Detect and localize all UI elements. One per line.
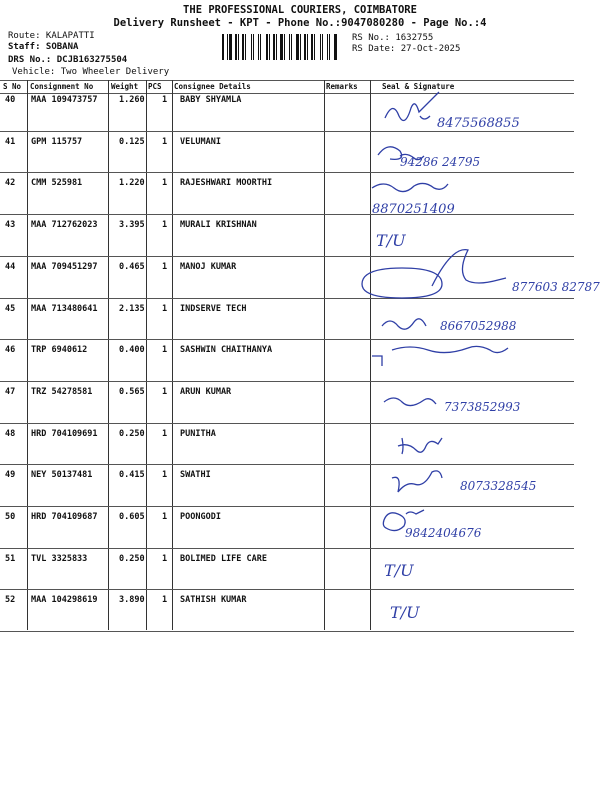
signature-row-42 bbox=[372, 183, 448, 191]
cell-consignment-no: MAA 713480641 bbox=[31, 303, 98, 314]
barcode-bar bbox=[280, 34, 283, 60]
barcode-bar bbox=[247, 34, 250, 60]
drs-number: DRS No.: DCJB163275504 bbox=[8, 55, 128, 65]
cell-weight: 0.465 bbox=[119, 261, 145, 272]
cell-pcs: 1 bbox=[162, 470, 168, 481]
row-rule bbox=[0, 339, 574, 340]
barcode-bar bbox=[271, 34, 272, 60]
cell-sno: 41 bbox=[5, 136, 16, 147]
row-rule bbox=[0, 172, 574, 173]
cell-consignee: VELUMANI bbox=[180, 136, 221, 147]
cell-sno: 46 bbox=[5, 345, 16, 356]
cell-weight: 0.565 bbox=[119, 386, 145, 397]
cell-sno: 42 bbox=[5, 178, 16, 189]
cell-pcs: 1 bbox=[162, 303, 168, 314]
barcode-bar bbox=[324, 34, 326, 60]
header-bottom-rule bbox=[0, 93, 574, 94]
cell-pcs: 1 bbox=[162, 553, 168, 564]
col-header-pcs: PCS bbox=[148, 82, 162, 91]
barcode-bar bbox=[300, 34, 301, 60]
cell-consignee: MURALI KRISHNAN bbox=[180, 220, 257, 231]
cell-pcs: 1 bbox=[162, 261, 168, 272]
barcode-bar bbox=[222, 34, 224, 60]
cell-weight: 0.605 bbox=[119, 512, 145, 522]
cell-weight: 3.890 bbox=[119, 595, 145, 606]
cell-consignment-no: GPM 115757 bbox=[31, 136, 83, 147]
cell-pcs: 1 bbox=[162, 386, 168, 397]
row-rule bbox=[0, 631, 574, 632]
row-rule bbox=[0, 131, 574, 132]
cell-consignment-no: CMM 525981 bbox=[31, 178, 83, 189]
cell-consignment-no: MAA 709451297 bbox=[31, 261, 98, 272]
cell-sno: 52 bbox=[5, 595, 16, 606]
cell-weight: 3.395 bbox=[119, 220, 145, 231]
cell-weight: 1.220 bbox=[119, 178, 145, 189]
handwriting-row-40: 8475568855 bbox=[437, 116, 520, 131]
cell-consignment-no: MAA 104298619 bbox=[31, 595, 98, 606]
barcode-bar bbox=[329, 34, 330, 60]
barcode-bar bbox=[240, 34, 241, 60]
row-rule bbox=[0, 214, 574, 215]
barcode-bar bbox=[260, 34, 261, 60]
cell-weight: 0.250 bbox=[119, 553, 145, 564]
staff-label: Staff: SOBANA bbox=[8, 42, 79, 52]
handwriting-row-43: T/U bbox=[376, 231, 406, 250]
barcode-bar bbox=[331, 34, 333, 60]
cell-pcs: 1 bbox=[162, 178, 168, 189]
cell-consignee: SATHISH KUMAR bbox=[180, 595, 247, 606]
cell-weight: 1.260 bbox=[119, 95, 145, 105]
row-rule bbox=[0, 506, 574, 507]
row-rule bbox=[0, 256, 574, 257]
barcode-bar bbox=[293, 34, 295, 60]
barcode-bar bbox=[266, 34, 268, 60]
cell-sno: 49 bbox=[5, 470, 16, 481]
row-rule bbox=[0, 589, 574, 590]
cell-pcs: 1 bbox=[162, 428, 168, 439]
handwriting-row-52: T/U bbox=[390, 603, 420, 622]
cell-consignment-no: MAA 712762023 bbox=[31, 220, 98, 231]
barcode-bar bbox=[276, 34, 277, 60]
barcode-bar bbox=[242, 34, 244, 60]
row-rule bbox=[0, 464, 574, 465]
cell-sno: 51 bbox=[5, 553, 16, 564]
handwriting-row-41: 94286 24795 bbox=[400, 155, 481, 169]
cell-consignment-no: HRD 704109691 bbox=[31, 428, 98, 439]
signature-row-40 bbox=[385, 92, 439, 121]
row-rule bbox=[0, 548, 574, 549]
signature-row-48 bbox=[398, 438, 442, 454]
cell-consignment-no: TVL 3325833 bbox=[31, 553, 88, 564]
cell-sno: 48 bbox=[5, 428, 16, 439]
barcode-bar bbox=[245, 34, 246, 60]
barcode-bar bbox=[235, 34, 237, 60]
signature-row-46 bbox=[372, 346, 508, 366]
cell-consignee: INDSERVE TECH bbox=[180, 303, 247, 314]
handwriting-row-50: 9842404676 bbox=[405, 526, 482, 540]
barcode-bar bbox=[251, 34, 252, 60]
cell-consignee: BABY SHYAMLA bbox=[180, 95, 242, 105]
cell-consignee: PUNITHA bbox=[180, 428, 216, 439]
cell-weight: 2.135 bbox=[119, 303, 145, 314]
barcode-bar bbox=[307, 34, 308, 60]
signature-row-45 bbox=[382, 319, 426, 329]
barcode-bar bbox=[238, 34, 239, 60]
barcode bbox=[222, 34, 348, 60]
col-header-sno: S No bbox=[3, 82, 22, 91]
route-label: Route: KALAPATTI bbox=[8, 31, 95, 41]
cell-sno: 40 bbox=[5, 95, 16, 105]
cell-pcs: 1 bbox=[162, 345, 168, 356]
barcode-bar bbox=[322, 34, 323, 60]
barcode-bar bbox=[227, 34, 228, 60]
row-rule bbox=[0, 423, 574, 424]
col-header-signature: Seal & Signature bbox=[382, 82, 455, 91]
cell-consignee: SASHWIN CHAITHANYA bbox=[180, 345, 273, 356]
cell-consignment-no: HRD 704109687 bbox=[31, 512, 98, 522]
barcode-bar bbox=[273, 34, 275, 60]
cell-sno: 44 bbox=[5, 261, 16, 272]
barcode-bar bbox=[334, 34, 337, 60]
handwriting-row-51: T/U bbox=[384, 561, 414, 580]
cell-weight: 0.415 bbox=[119, 470, 145, 481]
header-top-rule bbox=[0, 80, 574, 81]
barcode-bar bbox=[316, 34, 319, 60]
cell-consignee: BOLIMED LIFE CARE bbox=[180, 553, 267, 564]
cell-consignment-no: MAA 109473757 bbox=[31, 95, 98, 105]
barcode-bar bbox=[309, 34, 310, 60]
cell-consignment-no: NEY 50137481 bbox=[31, 470, 93, 481]
barcode-bar bbox=[311, 34, 313, 60]
col-header-consignee: Consignee Details bbox=[174, 82, 251, 91]
cell-consignee: MANOJ KUMAR bbox=[180, 261, 237, 272]
signature-row-49 bbox=[392, 471, 442, 492]
barcode-bar bbox=[304, 34, 306, 60]
col-header-consignment: Consignment No bbox=[30, 82, 94, 91]
cell-weight: 0.125 bbox=[119, 136, 145, 147]
cell-weight: 0.250 bbox=[119, 428, 145, 439]
cell-consignee: ARUN KUMAR bbox=[180, 386, 232, 397]
cell-pcs: 1 bbox=[162, 136, 168, 147]
signature-row-47 bbox=[384, 398, 436, 406]
cell-consignment-no: TRZ 54278581 bbox=[31, 386, 93, 397]
barcode-bar bbox=[284, 34, 285, 60]
barcode-bar bbox=[278, 34, 279, 60]
runsheet-subtitle: Delivery Runsheet - KPT - Phone No.:9047080280 - Page No.:4 bbox=[113, 17, 487, 29]
barcode-bar bbox=[253, 34, 254, 60]
cell-pcs: 1 bbox=[162, 512, 168, 522]
barcode-bar bbox=[229, 34, 232, 60]
cell-consignment-no: TRP 6940612 bbox=[31, 345, 88, 356]
barcode-bar bbox=[314, 34, 315, 60]
handwriting-row-42: 8870251409 bbox=[372, 202, 455, 217]
col-header-remarks: Remarks bbox=[326, 82, 358, 91]
cell-sno: 50 bbox=[5, 512, 16, 522]
vehicle-label: Vehicle: Two Wheeler Delivery bbox=[12, 67, 170, 77]
handwriting-row-44: 877603 82787 bbox=[512, 280, 600, 294]
rs-number: RS No.: 1632755 bbox=[352, 33, 434, 43]
barcode-bar bbox=[302, 34, 303, 60]
barcode-bar bbox=[225, 34, 226, 60]
handwriting-row-49: 8073328545 bbox=[460, 479, 537, 493]
rs-date: RS Date: 27-Oct-2025 bbox=[352, 44, 461, 54]
handwriting-row-45: 8667052988 bbox=[440, 319, 517, 333]
barcode-bar bbox=[289, 34, 290, 60]
barcode-bar bbox=[320, 34, 321, 60]
barcode-bar bbox=[291, 34, 292, 60]
row-rule bbox=[0, 298, 574, 299]
company-title: THE PROFESSIONAL COURIERS, COIMBATORE bbox=[183, 4, 417, 16]
cell-consignee: RAJESHWARI MOORTHI bbox=[180, 178, 273, 189]
barcode-bar bbox=[286, 34, 288, 60]
cell-consignee: POONGODI bbox=[180, 512, 221, 522]
signature-row-41 bbox=[378, 147, 424, 160]
barcode-bar bbox=[327, 34, 328, 60]
barcode-bar bbox=[255, 34, 257, 60]
barcode-bar bbox=[296, 34, 299, 60]
barcode-bar bbox=[262, 34, 265, 60]
cell-sno: 45 bbox=[5, 303, 16, 314]
cell-weight: 0.400 bbox=[119, 345, 145, 356]
cell-consignee: SWATHI bbox=[180, 470, 211, 481]
cell-pcs: 1 bbox=[162, 220, 168, 231]
cell-sno: 47 bbox=[5, 386, 16, 397]
cell-pcs: 1 bbox=[162, 95, 168, 105]
col-header-weight: Weight bbox=[111, 82, 139, 91]
barcode-bar bbox=[269, 34, 270, 60]
cell-pcs: 1 bbox=[162, 595, 168, 606]
row-rule bbox=[0, 381, 574, 382]
barcode-bar bbox=[233, 34, 234, 60]
barcode-bar bbox=[258, 34, 259, 60]
handwriting-row-47: 7373852993 bbox=[444, 400, 521, 414]
cell-sno: 43 bbox=[5, 220, 16, 231]
signature-row-50 bbox=[383, 510, 424, 531]
